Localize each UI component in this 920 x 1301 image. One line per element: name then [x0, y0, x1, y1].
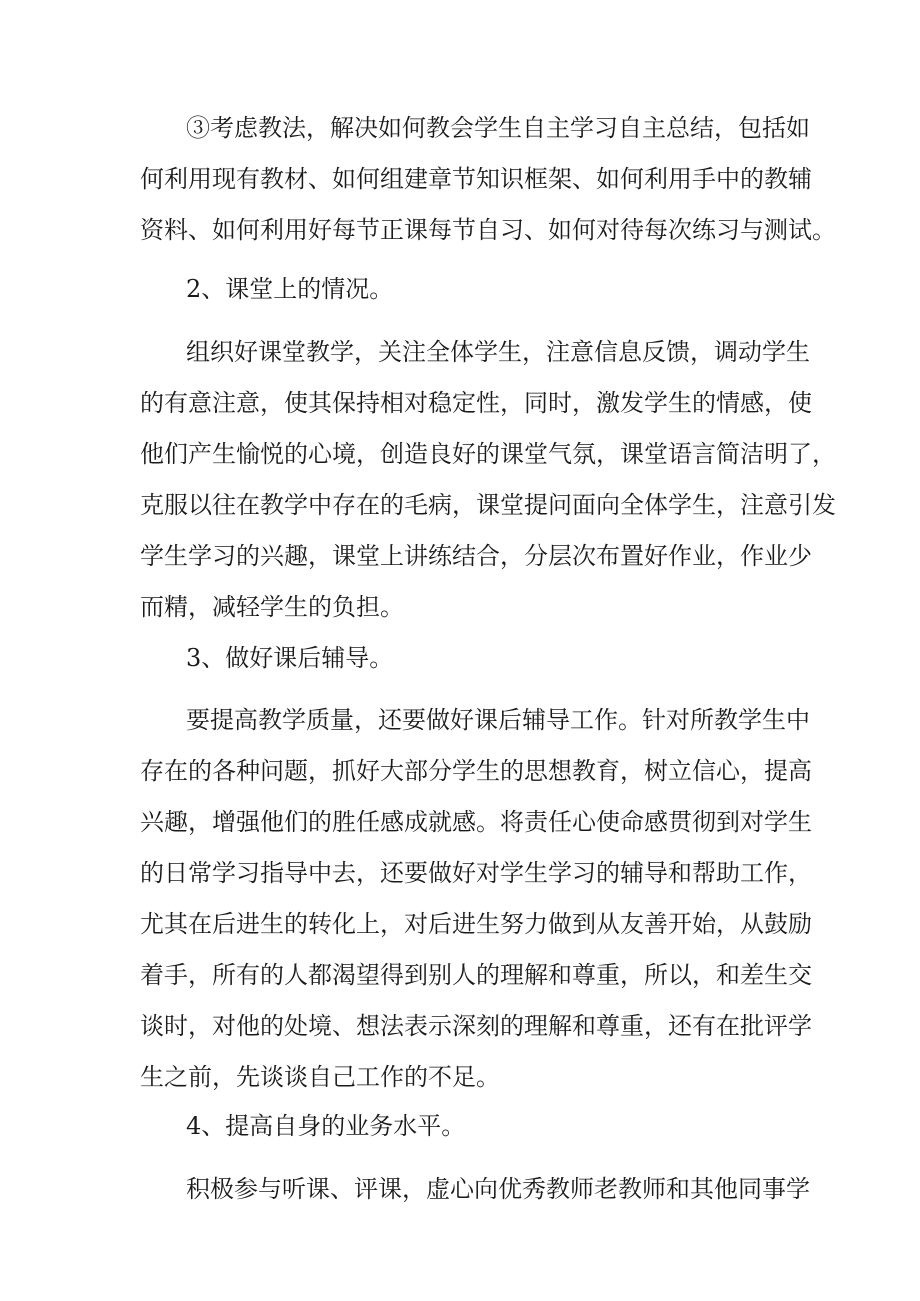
paragraph-classroom: [140, 327, 836, 633]
text-line: ③考虑教法，解决如何教会学生自主学习自主总结，包括如: [186, 114, 810, 142]
heading-text: 3、做好课后辅导。: [186, 644, 394, 672]
text-line: 的有意注意，使其保持相对稳定性，同时，激发学生的情感，使: [140, 389, 812, 417]
text-line: 要提高教学质量，还要做好课后辅导工作。针对所教学生中: [186, 706, 810, 734]
section-heading-tutoring: [186, 633, 846, 684]
text-line: 学生学习的兴趣，课堂上讲练结合，分层次布置好作业，作业少: [140, 542, 812, 570]
paragraph-teaching-method: [140, 103, 836, 256]
text-line: 的日常学习指导中去，还要做好对学生学习的辅导和帮助工作，: [140, 859, 812, 887]
text-line: 而精，减轻学生的负担。: [140, 593, 404, 621]
section-heading-professional: [186, 1101, 846, 1152]
text-line: 他们产生愉悦的心境，创造良好的课堂气氛，课堂语言简洁明了，: [140, 440, 836, 468]
text-line: 着手，所有的人都渴望得到别人的理解和尊重，所以，和差生交: [140, 961, 812, 989]
text-line: 存在的各种问题，抓好大部分学生的思想教育，树立信心，提高: [140, 757, 812, 785]
text-line: 积极参与听课、评课，虚心向优秀教师老教师和其他同事学: [186, 1175, 810, 1203]
text-line: 生之前，先谈谈自己工作的不足。: [140, 1063, 500, 1091]
paragraph-professional: [140, 1164, 810, 1215]
text-line: 尤其在后进生的转化上，对后进生努力做到从友善开始，从鼓励: [140, 910, 812, 938]
text-line: 兴趣，增强他们的胜任感成就感。将责任心使命感贯彻到对学生: [140, 808, 812, 836]
heading-text: 4、提高自身的业务水平。: [186, 1112, 466, 1140]
text-line: 组织好课堂教学，关注全体学生，注意信息反馈，调动学生: [186, 338, 810, 366]
text-line: 克服以往在教学中存在的毛病，课堂提问面向全体学生，注意引发: [140, 491, 836, 519]
paragraph-tutoring: [140, 695, 812, 1103]
text-line: 何利用现有教材、如何组建章节知识框架、如何利用手中的教辅: [140, 165, 812, 193]
text-line: 资料、如何利用好每节正课每节自习、如何对待每次练习与测试。: [140, 216, 836, 244]
heading-text: 2、课堂上的情况。: [186, 275, 394, 303]
section-heading-classroom: [186, 264, 846, 315]
text-line: 谈时，对他的处境、想法表示深刻的理解和尊重，还有在批评学: [140, 1012, 812, 1040]
